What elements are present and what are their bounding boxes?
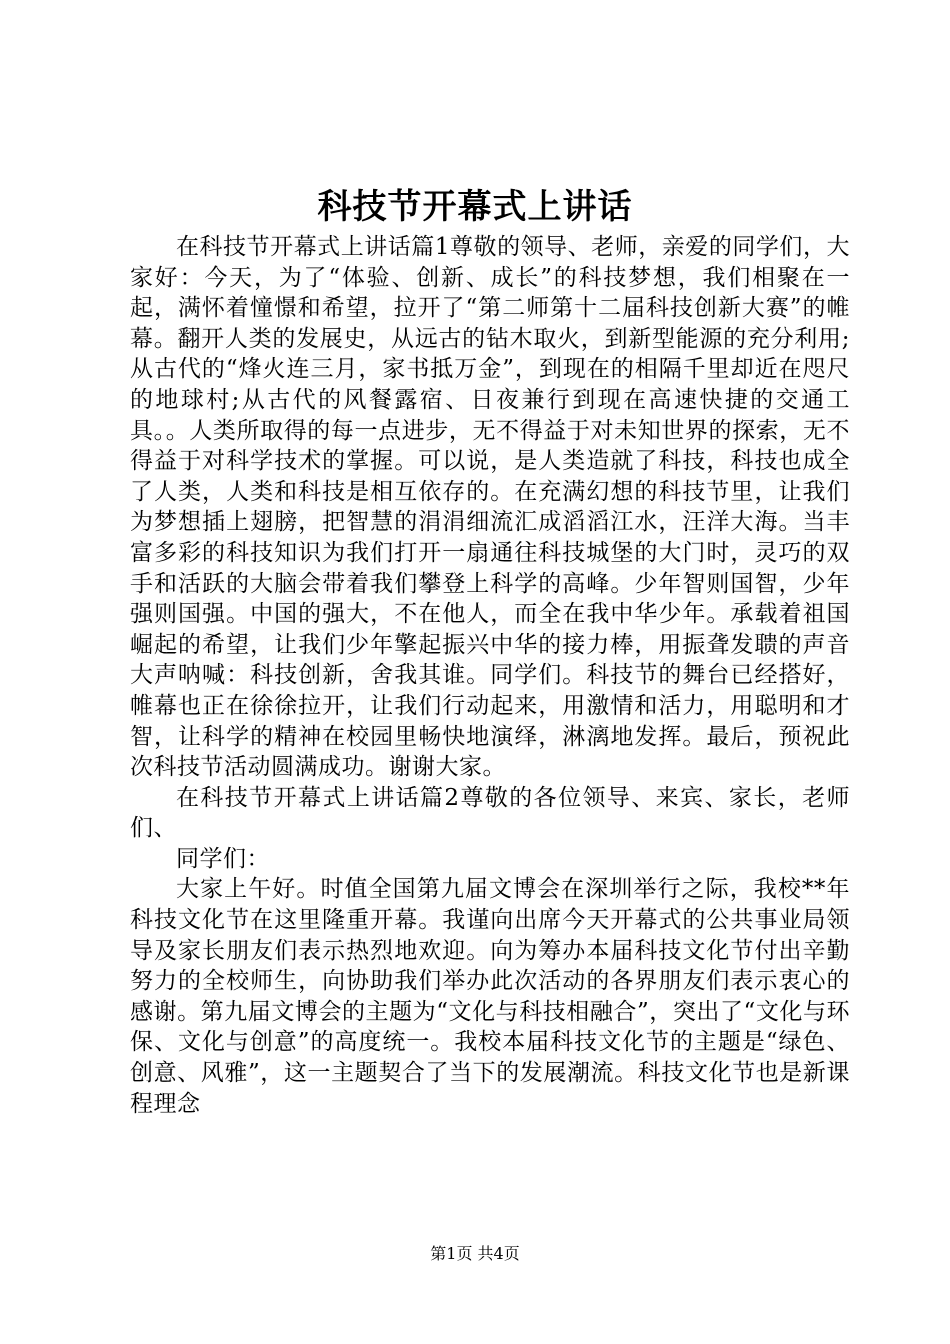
document-body: [130, 232, 850, 1119]
document-title: 科技节开幕式上讲话: [317, 187, 633, 227]
paragraph-4: 大家上午好。时值全国第九届文博会在深圳举行之际，我校**年科技文化节在这里隆重开幕。我谨向出席今天开幕式的公共事业局领导及家长朋友们表示热烈地欢迎。向为筹办本届科技文化节付出辛勤努力的全校师生，向协助我们举办此次活动的各界朋友们表示衷心的感谢。第九届文博会的主题为“文化与科技相融合”，突出了“文化与环保、文化与创意”的高度统一。我校本届科技文化节的主题是“绿色、创意、风雅”，这一主题契合了当下的发展潮流。科技文化节也是新课程理念: [130, 876, 850, 1117]
paragraph-1: 在科技节开幕式上讲话篇1尊敬的领导、老师，亲爱的同学们，大家好：今天，为了“体验、创新、成长”的科技梦想，我们相聚在一起，满怀着憧憬和希望，拉开了“第二师第十二届科技创新大赛”的帷幕。翻开人类的发展史，从远古的钻木取火，到新型能源的充分利用;从古代的“烽火连三月，家书抵万金”，到现在的相隔千里却近在咫尺的地球村;从古代的风餐露宿、日夜兼行到现在高速快捷的交通工具。。人类所取得的每一点进步，无不得益于对未知世界的探索，无不得益于对科学技术的掌握。可以说，是人类造就了科技，科技也成全了人类，人类和科技是相互依存的。在充满幻想的科技节里，让我们为梦想插上翅膀，把智慧的涓涓细流汇成滔滔江水，汪洋大海。当丰富多彩的科技知识为我们打开一扇通往科技城堡的大门时，灵巧的双手和活跃的大脑会带着我们攀登上科学的高峰。少年智则国智，少年强则国强。中国的强大，不在他人，而全在我中华少年。承载着祖国崛起的希望，让我们少年擎起振兴中华的接力棒，用振聋发聩的声音大声呐喊：科技创新，舍我其谁。同学们。科技节的舞台已经搭好，帷幕也正在徐徐拉开，让我们行动起来，用激情和活力，用聪明和才智，让科学的精神在校园里畅快地演绎，淋漓地发挥。最后，预祝此次科技节活动圆满成功。谢谢大家。: [130, 234, 850, 781]
page-footer: 第1页 共4页: [430, 1244, 520, 1263]
paragraph-2: 在科技节开幕式上讲话篇2尊敬的各位领导、来宾、家长，老师们、: [130, 784, 850, 842]
paragraph-3: 同学们：: [176, 845, 270, 872]
